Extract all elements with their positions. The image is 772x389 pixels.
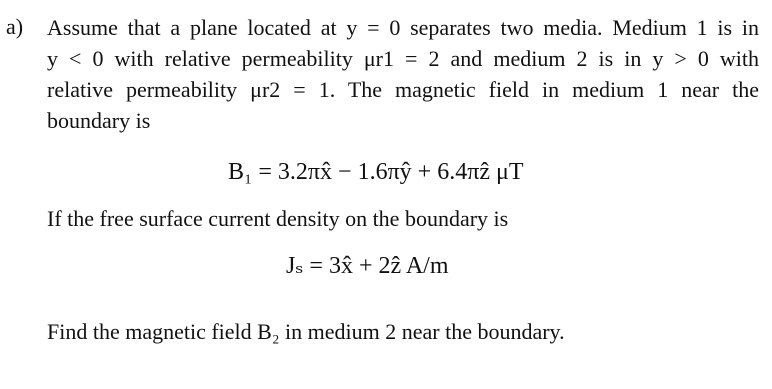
find-statement: Find the magnetic field B₂ in medium 2 near the boundary. [47, 319, 565, 344]
statement-line-4: boundary is [47, 108, 151, 133]
if-statement: If the free surface current density on the boundary is [47, 206, 509, 231]
statement-line-3: relative permeability μr2 = 1. The magnetic field in medium 1 near the [47, 77, 759, 102]
item-label: a) [6, 14, 24, 39]
statement-line-2: y < 0 with relative permeability μr1 = 2 and medium 2 is in y > 0 with [47, 46, 759, 71]
statement-line-1: Assume that a plane located at y = 0 separates two media. Medium 1 is in [47, 15, 759, 40]
equation-js: Jₛ = 3x̂ + 2ẑ A/m [286, 253, 449, 279]
problem-statement [47, 12, 759, 136]
equation-b1: B₁ = 3.2πx̂ − 1.6πŷ + 6.4πẑ μT [228, 159, 524, 185]
